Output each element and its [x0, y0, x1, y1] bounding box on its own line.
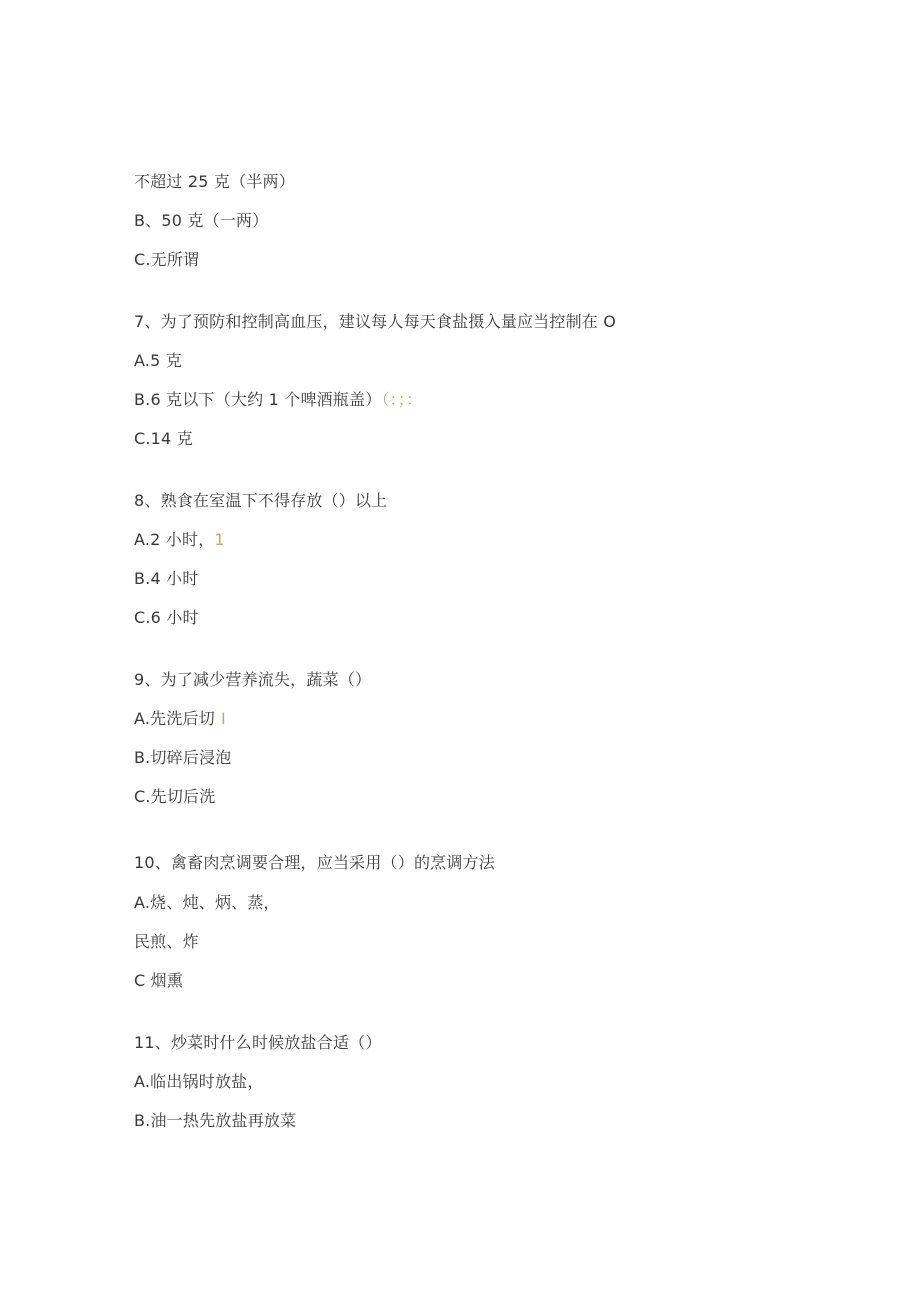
question-8: 8、熟食在室温下不得存放（）以上 [134, 491, 388, 510]
option-c: C.6 小时 [134, 608, 199, 627]
option-c: C 烟熏 [134, 971, 184, 990]
option-a: A.烧、炖、炳、蒸， [134, 893, 280, 912]
question-10: 10、禽畜肉烹调要合理，应当采用（）的烹调方法 [134, 853, 495, 872]
question-7: 7、为了预防和控制高血压，建议每人每天食盐摄入量应当控制在 O [134, 312, 617, 331]
option-b: B.4 小时 [134, 569, 199, 588]
option-a: A.临出锅时放盐， [134, 1072, 264, 1091]
question-11: 11、炒菜时什么时候放盐合适（） [134, 1033, 382, 1052]
stray-mark: I [220, 709, 226, 728]
option-c: C.14 克 [134, 429, 193, 448]
option-b: 民煎、炸 [134, 932, 199, 951]
option-b: B.6 克以下（大约 1 个啤酒瓶盖）（：；： [134, 390, 423, 409]
option-a: A.先洗后切 I [134, 709, 226, 728]
option-b: B、50 克（一两） [134, 211, 269, 230]
question-9: 9、为了减少营养流失，蔬菜（） [134, 670, 372, 689]
option-a: A.5 克 [134, 351, 183, 370]
option-text: 不超过 25 克（半两） [134, 172, 295, 191]
option-b: B.油一热先放盐再放菜 [134, 1111, 297, 1130]
option-c: C.无所谓 [134, 250, 200, 269]
option-b: B.切碎后浸泡 [134, 748, 232, 767]
stray-mark: （：；： [381, 390, 423, 409]
option-a: A.2 小时，1 [134, 530, 225, 549]
option-c: C.先切后洗 [134, 787, 216, 806]
stray-mark: 1 [214, 530, 225, 549]
